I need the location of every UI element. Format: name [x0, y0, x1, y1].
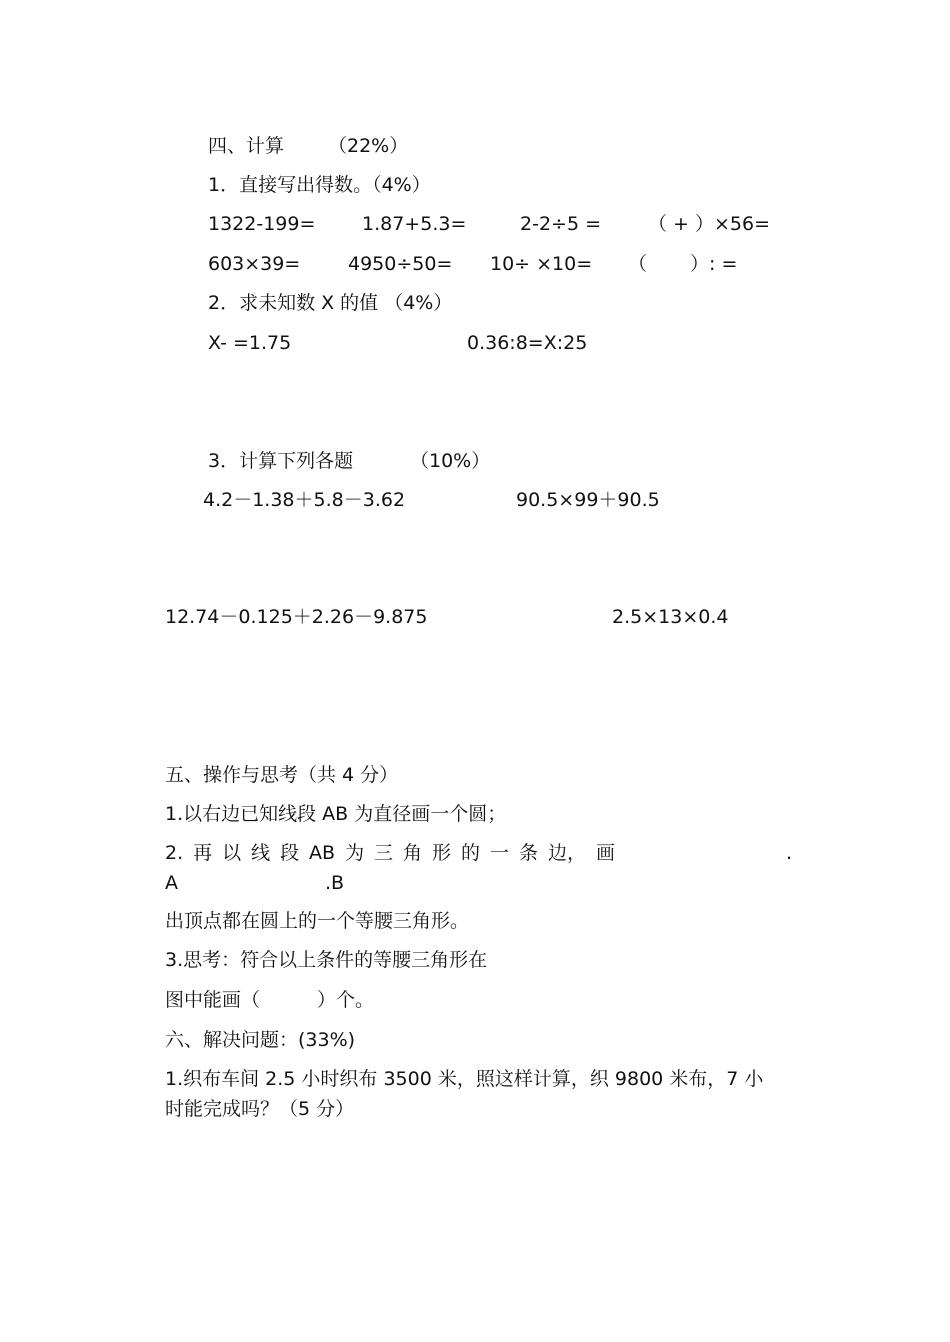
section5-title: 五、操作与思考（共 4 分） — [165, 764, 399, 786]
s5-l2-w3: 线 — [251, 842, 271, 864]
s6-q1-line-1: 1.织布车间 2.5 小时织布 3500 米，照这样计算，织 9800 米布，7 小 — [165, 1068, 764, 1090]
s5-line-1: 1.以右边已知线段 AB 为直径画一个圆； — [165, 803, 507, 825]
q1-r2-c1: 603×39= — [208, 253, 301, 275]
s5-line-2 — [165, 841, 615, 865]
section4-title: 四、计算 — [208, 135, 285, 157]
s5-l2-w13: 边， — [547, 842, 586, 864]
section6-title: 六、解决问题：(33%) — [165, 1029, 356, 1051]
s5-l2-w12: 条 — [518, 842, 538, 864]
q2-eq1: X- =1.75 — [208, 332, 292, 354]
s5-l2-w7: 三 — [374, 842, 394, 864]
s5-l2-w10: 的 — [461, 842, 481, 864]
q2-eq2: 0.36:8=X:25 — [467, 332, 588, 354]
s5-l2-w8: 角 — [403, 842, 423, 864]
s5-l2-w2: 以 — [222, 842, 242, 864]
q1-r1-c4: （ + ）×56= — [648, 213, 771, 235]
q1-r2-c3: 10÷ ×10= — [490, 253, 593, 275]
q3-problem-3: 12.74－0.125＋2.26－9.875 — [165, 606, 428, 628]
section4-weight: （22%） — [328, 135, 409, 157]
q1-r1-c3: 2-2÷5 = — [520, 213, 602, 235]
q1-r2-c4-close: ）: = — [690, 253, 738, 275]
s5-line-5: 图中能画（ ）个。 — [165, 989, 375, 1011]
q3-problem-1: 4.2－1.38＋5.8－3.62 — [203, 489, 406, 511]
s6-q1-line-2: 时能完成吗？（5 分） — [165, 1098, 355, 1120]
s5-l2-w0: 2. — [165, 842, 184, 864]
s5-l2-w9: 形 — [432, 842, 452, 864]
q1-r1-c1: 1322-199= — [208, 213, 316, 235]
s5-l2-w11: 一 — [489, 842, 509, 864]
s5-l2-w1: 再 — [193, 842, 213, 864]
q3-problem-2: 90.5×99＋90.5 — [516, 489, 660, 511]
point-right-dot: . — [786, 842, 793, 864]
point-a-label: A — [165, 872, 178, 894]
q2-label: 2．求未知数 X 的值 （4%） — [208, 292, 453, 314]
q1-r2-c2: 4950÷50= — [348, 253, 453, 275]
q1-label: 1．直接写出得数。（4%） — [208, 174, 431, 196]
point-b-label: .B — [325, 872, 345, 894]
s5-l2-w5: AB — [309, 842, 336, 864]
s5-l2-w6: 为 — [345, 842, 365, 864]
q3-label: 3．计算下列各题 — [208, 450, 354, 472]
s5-line-3: 出顶点都在圆上的一个等腰三角形。 — [165, 910, 470, 932]
q1-r1-c2: 1.87+5.3= — [362, 213, 467, 235]
q1-r2-c4-open: （ — [628, 253, 648, 275]
s5-line-4: 3.思考：符合以上条件的等腰三角形在 — [165, 949, 488, 971]
q3-weight: （10%） — [410, 450, 491, 472]
q3-problem-4: 2.5×13×0.4 — [612, 606, 729, 628]
s5-l2-w14: 画 — [595, 842, 615, 864]
s5-l2-w4: 段 — [280, 842, 300, 864]
